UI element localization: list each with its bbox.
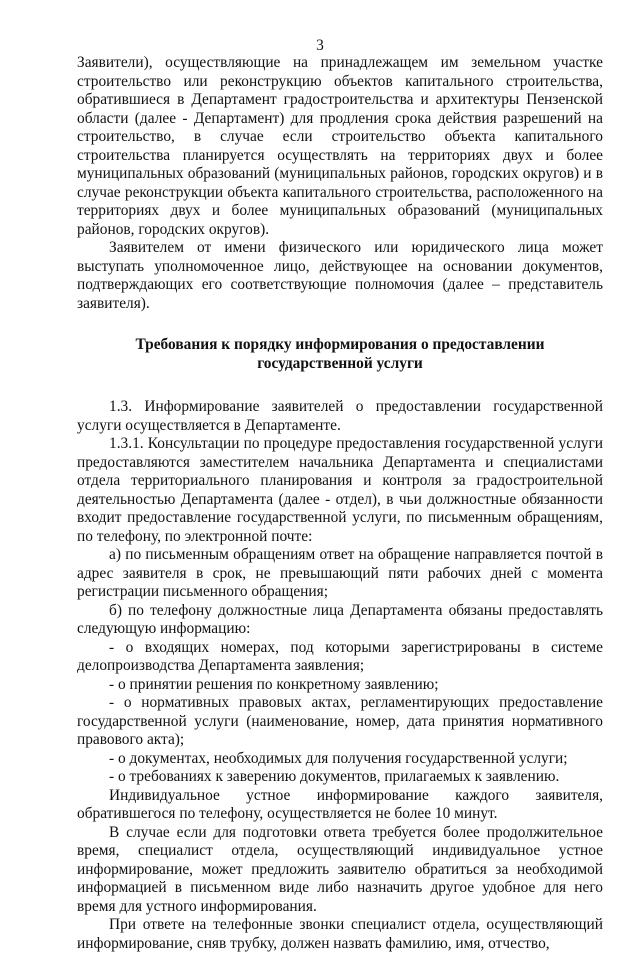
list-item: - о принятии решения по конкретному заявлению;	[109, 675, 439, 693]
paragraph-applicants: Заявители), осуществляющие на принадлежащем им земельном участке строительство или реконструкцию объектов капитального строительства, обратившиеся в Департамент градостроительства и архитектуры Пензенской области (далее - Департамент) для продления срока действия разрешений на строительство, в случае если строительство объекта капитального строительства планируется осуществлять на территориях двух и более муниципальных образований (муниципальных районов, городских округов) и в случае реконструкции объекта капитального строительства, расположенного на территориях двух и более муниципальных образований (муниципальных районов, городских округов).	[77, 54, 603, 238]
list-item: - о документах, необходимых для получения государственной услуги;	[109, 749, 568, 767]
paragraph-1-3-1: 1.3.1. Консультации по процедуре предоставления государственной услуги предоставляются заместителем начальника Департамента и специалистами отдела территориального планирования и контроля за градостроительной деятельностью Департамента (далее - отдел), в чьи должностные обязанности входит предоставление государственной услуги, по письменным обращениям, по телефону, по электронной почте:	[77, 435, 603, 545]
page-number: 3	[316, 37, 324, 54]
paragraph-1-3: 1.3. Информирование заявителей о предоставлении государственной услуги осуществляется в Департаменте.	[77, 398, 603, 434]
list-item: - о требованиях к заверению документов, прилагаемых к заявлению.	[109, 768, 560, 785]
paragraph-phone-duration: Индивидуальное устное информирование каждого заявителя, обратившегося по телефону, осуществляется не более 10 минут.	[77, 786, 603, 822]
section-heading: Требования к порядку информирования о предоставлении государственной услуги	[135, 336, 545, 372]
document-body	[77, 54, 603, 953]
paragraph-representative: Заявителем от имени физического или юридического лица может выступать уполномоченное лицо, действующее на основании документов, подтверждающих его соответствующие полномочия (далее – представитель заявителя).	[77, 239, 603, 312]
list-item: - о входящих номерах, под которыми зарегистрированы в системе делопроизводства Департамента заявления;	[77, 638, 603, 674]
paragraph-phone-calls: При ответе на телефонные звонки специалист отдела, осуществляющий информирование, сняв трубку, должен назвать фамилию, имя, отчество,	[77, 916, 603, 952]
paragraph-item-a: а) по письменным обращениям ответ на обращение направляется почтой в адрес заявителя в срок, не превышающий пяти рабочих дней с момента регистрации письменного обращения;	[77, 546, 603, 600]
list-item: - о нормативных правовых актах, регламентирующих предоставление государственной услуги (наименование, номер, дата принятия нормативного правового акта);	[77, 694, 603, 748]
paragraph-longer-answer: В случае если для подготовки ответа требуется более продолжительное время, специалист отдела, осуществляющий индивидуальное устное информирование, может предложить заявителю обратиться за необходимой информацией в письменном виде либо назначить другое удобное для него время для устного информирования.	[77, 823, 603, 915]
paragraph-item-b: б) по телефону должностные лица Департамента обязаны предоставлять следующую информацию:	[77, 601, 603, 637]
